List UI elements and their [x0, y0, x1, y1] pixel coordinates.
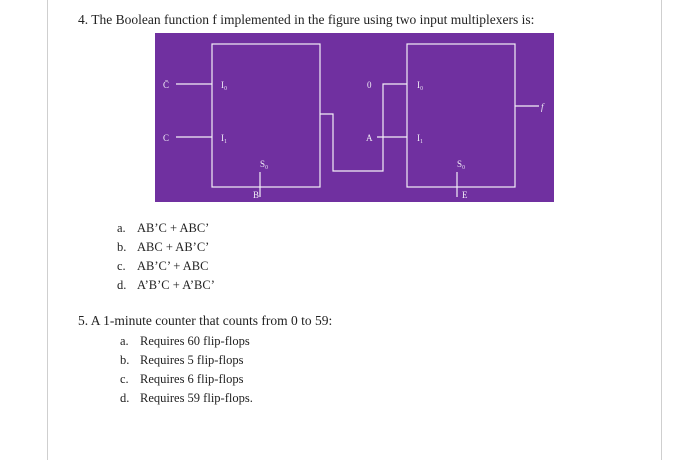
q5-option-b[interactable]: [120, 351, 253, 370]
mux-2-pin-i0: I₀: [417, 80, 424, 90]
figure-background: [155, 33, 554, 202]
question-4-options: [117, 219, 215, 295]
mux-2-pin-i1: I₁: [417, 133, 424, 143]
mux-2-input-top-label: 0: [367, 80, 372, 90]
mux-1-pin-i0: I₀: [221, 80, 228, 90]
option-text: AB’C + ABC’: [137, 221, 210, 235]
option-text: AB’C’ + ABC: [137, 259, 209, 273]
mux-1-pin-i1: I₁: [221, 133, 228, 143]
mux-2-input-bottom-label: A: [366, 133, 373, 143]
q4-option-c[interactable]: [117, 257, 215, 276]
option-text: Requires 60 flip-flops: [140, 334, 250, 348]
option-text: Requires 59 flip-flops.: [140, 391, 253, 405]
mux-1-input-top-label: C̄: [163, 80, 170, 90]
output-label: f: [541, 102, 544, 112]
mux-1-select-input: B: [253, 190, 260, 200]
option-text: ABC + AB’C’: [137, 240, 210, 254]
q5-option-a[interactable]: [120, 332, 253, 351]
q4-option-d[interactable]: [117, 276, 215, 295]
question-5-options: [120, 332, 253, 408]
mux-2-select-pin: S₀: [457, 159, 466, 169]
q5-option-c[interactable]: [120, 370, 253, 389]
mux-1-input-bottom-label: C: [163, 133, 170, 143]
option-text: A’B’C + A’BC’: [137, 278, 215, 292]
mux-1-select-pin: S₀: [260, 159, 269, 169]
question-5-heading: 5. A 1-minute counter that counts from 0 to 59:: [78, 313, 333, 328]
option-text: Requires 6 flip-flops: [140, 372, 244, 386]
option-letter: c.: [117, 259, 126, 273]
question-4-heading: 4. The Boolean function f implemented in the figure using two input multiplexers is:: [78, 12, 535, 27]
option-letter: b.: [117, 240, 127, 254]
mux-circuit-figure: [155, 33, 554, 202]
q5-option-d[interactable]: [120, 389, 253, 408]
option-letter: d.: [120, 391, 130, 405]
q4-option-b[interactable]: [117, 238, 215, 257]
option-letter: b.: [120, 353, 130, 367]
option-letter: d.: [117, 278, 127, 292]
q4-option-a[interactable]: [117, 219, 215, 238]
mux-2-select-input: E: [462, 190, 468, 200]
option-letter: a.: [120, 334, 129, 348]
option-letter: a.: [117, 221, 126, 235]
option-text: Requires 5 flip-flops: [140, 353, 244, 367]
option-letter: c.: [120, 372, 129, 386]
